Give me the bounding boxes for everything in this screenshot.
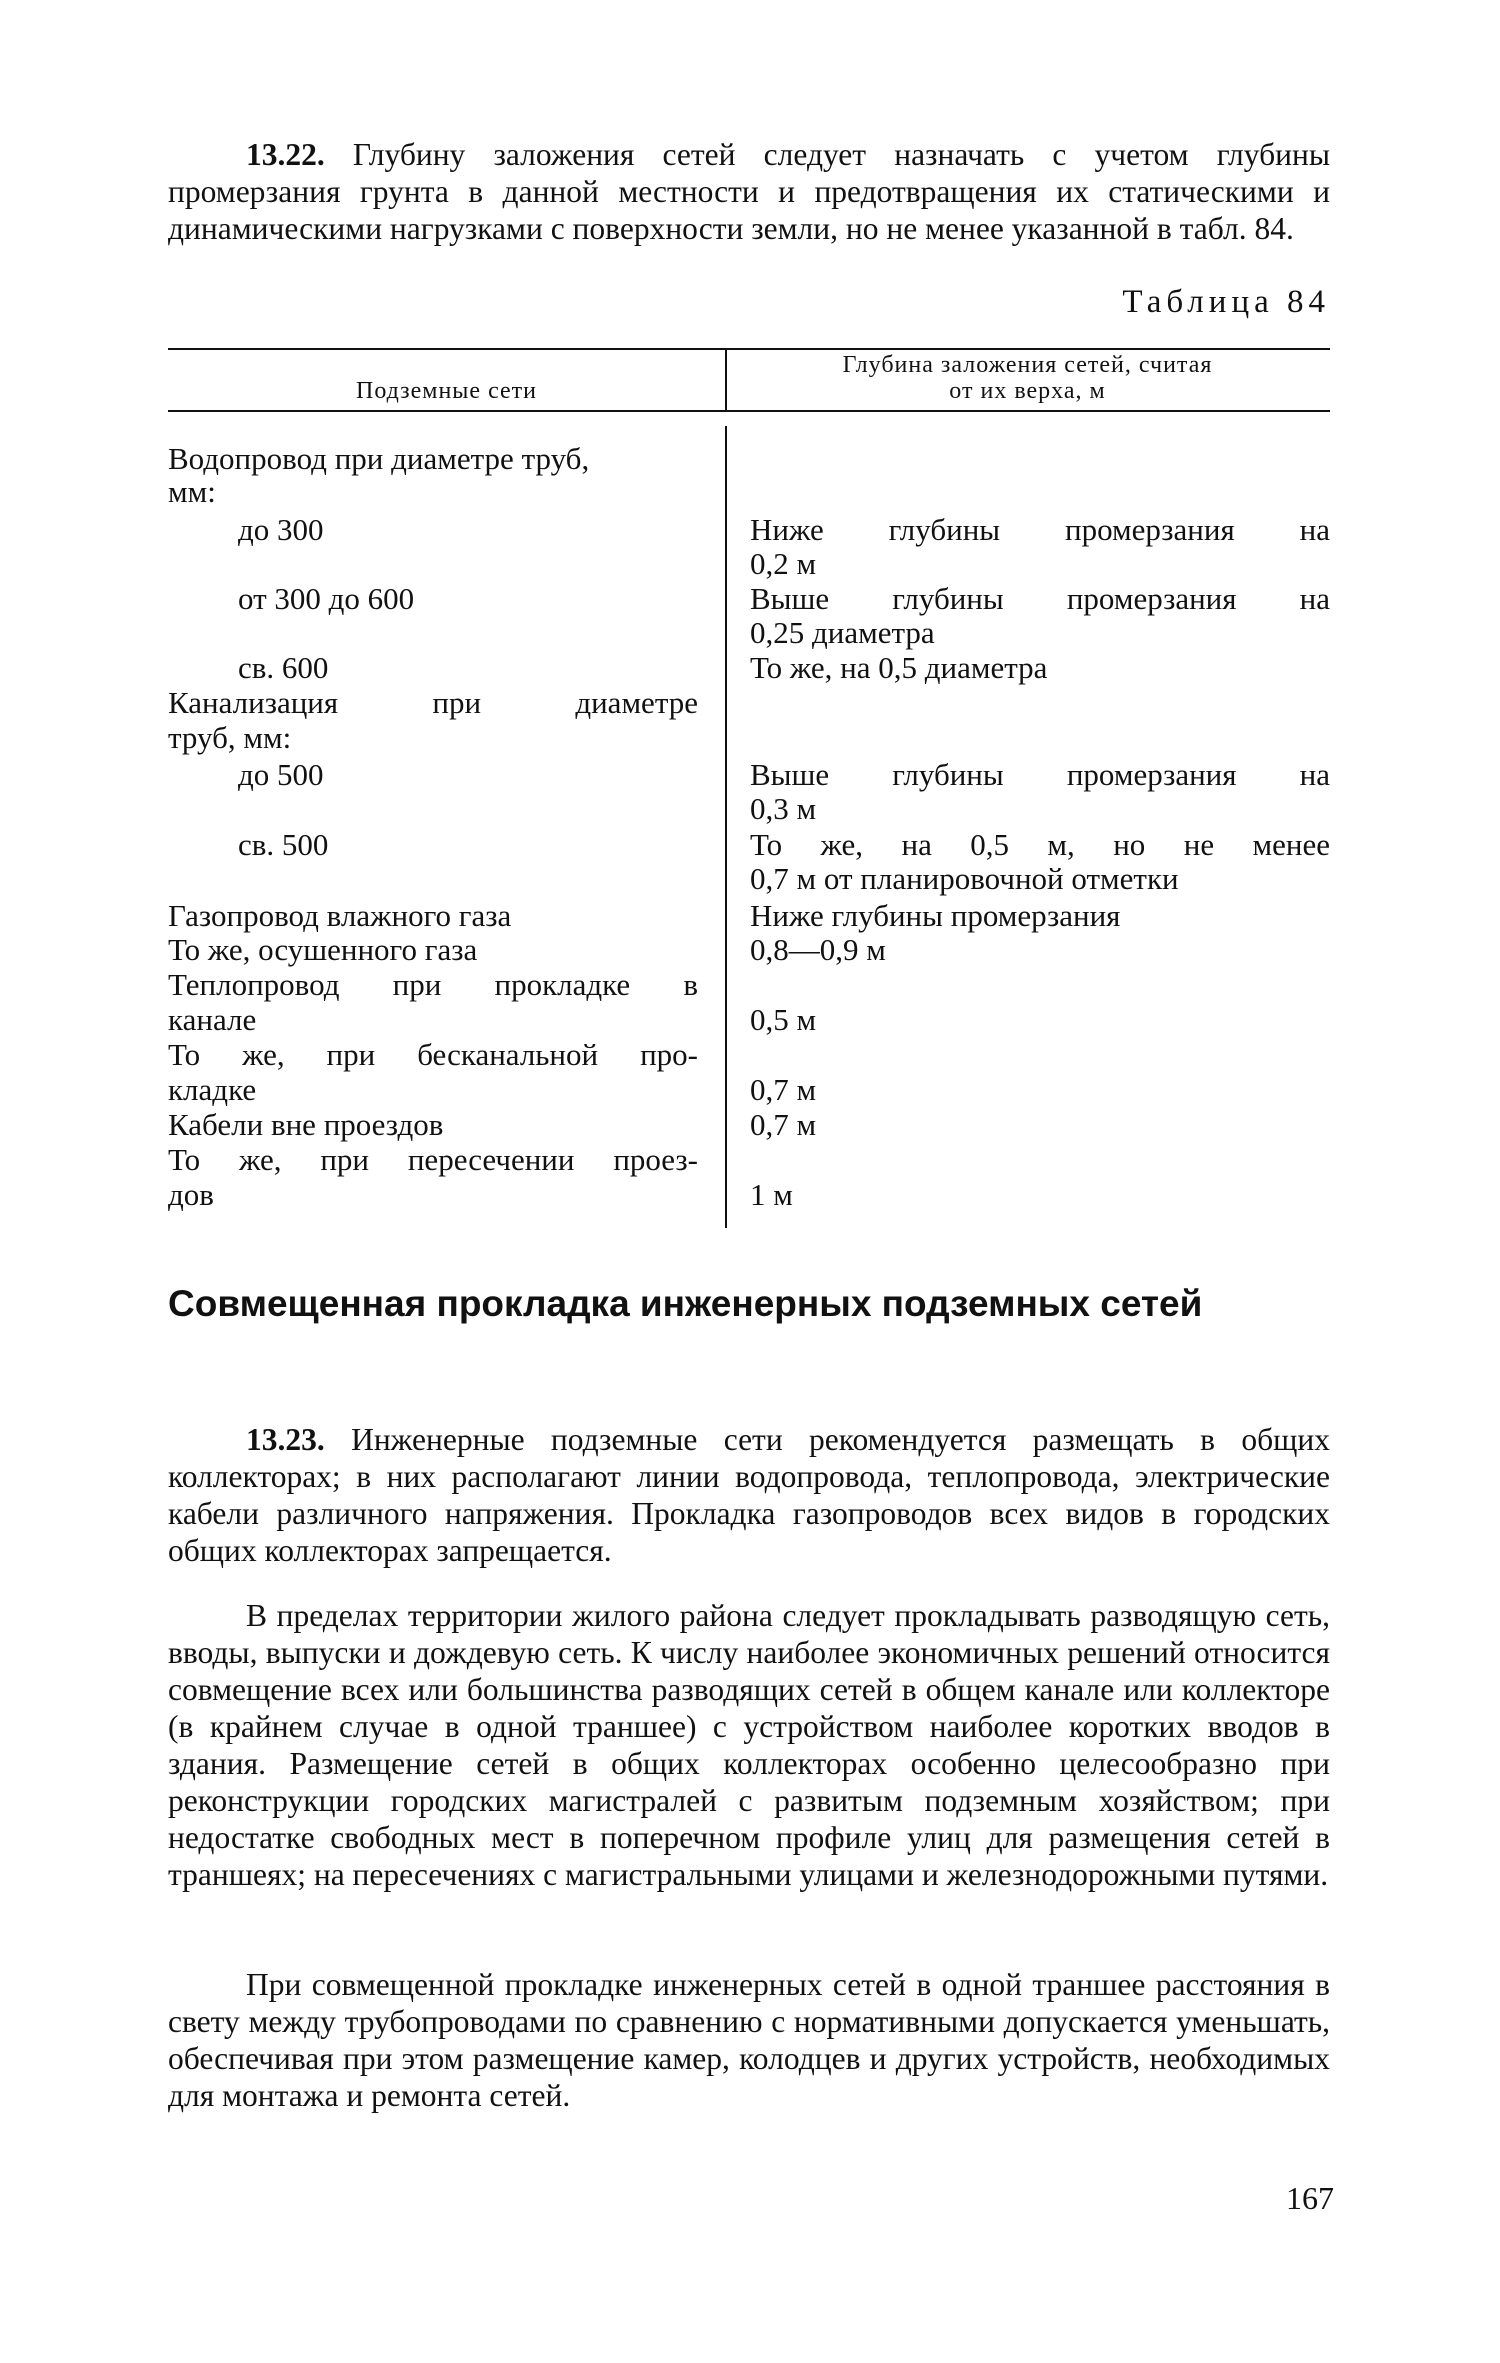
table-cell-right: 0,2 м (750, 546, 817, 581)
table-cell-right: 0,5 м (750, 1002, 817, 1037)
table-cell-left: от 300 до 600 (238, 581, 415, 616)
table-cell-right: 1 м (750, 1177, 793, 1212)
table-cell-left: кладке (168, 1072, 257, 1107)
table-cell-right: 0,7 м (750, 1107, 817, 1142)
table-cell-left: Кабели вне проездов (168, 1107, 444, 1142)
paragraph-13-23 (168, 1421, 1330, 1569)
table-cell-left: дов (168, 1177, 214, 1212)
table-cell-left: св. 500 (238, 827, 329, 862)
column-header-depth-line-1: Глубина заложения сетей, считая (842, 352, 1213, 378)
column-header-networks: Подземные сети (355, 378, 537, 404)
table-cell-right: 0,8—0,9 м (750, 932, 886, 967)
table-cell-right: Ниже глубины промерзания на (750, 512, 1330, 547)
table-cell-left: Газопровод влажного газа (168, 898, 512, 933)
table-cell-right: 0,3 м (750, 791, 817, 826)
table-caption: Таблица 84 (1122, 284, 1330, 320)
table-cell-left: То же, осушенного газа (168, 932, 478, 967)
table-cell-left: канале (168, 1002, 257, 1037)
paragraph-text: Глубину заложения сетей следует назначать с учетом глубины промерзания грунта в данной местности и предотвращения их статическими и динамическими нагрузками с поверхности земли, но не менее указанной в табл. 84. (168, 137, 1330, 246)
table-cell-right: 0,7 м (750, 1072, 817, 1107)
table-column-divider (725, 426, 727, 1228)
section-heading: Совмещенная прокладка инженерных подземных сетей (168, 1283, 1203, 1324)
paragraph-13-22 (168, 136, 1330, 247)
table-cell-right: Выше глубины промерзания на (750, 757, 1330, 792)
table-cell-left: Водопровод при диаметре труб, (168, 441, 590, 476)
table-cell-left: до 500 (238, 757, 324, 792)
table-cell-right: 0,25 диаметра (750, 615, 935, 650)
table-cell-left: Канализация при диаметре (168, 685, 698, 720)
paragraph-residential-networks: В пределах территории жилого района следует прокладывать разводящую сеть, вводы, выпуски и дождевую сеть. К числу наиболее экономичных решений относится совмещение всех или большинства разводящих сетей в общем канале или коллекторе (в крайнем случае в одной траншее) с устройством наиболее коротких вводов в здания. Размещение сетей в общих коллекторах особенно целесообразно при реконструкции городских магистралей с развитым подземным хозяйством; при недостатке свободных мест в поперечном профиле улиц для размещения сетей в траншеях; на пересечениях с магистральными улицами и железнодорожными путями. (168, 1598, 1330, 1892)
paragraph-number: 13.22. (246, 137, 325, 172)
paragraph-number: 13.23. (246, 1422, 325, 1457)
table-cell-left: То же, при пересечении проез- (168, 1142, 698, 1177)
page-number: 167 (1286, 2180, 1334, 2216)
table-cell-right: 0,7 м от планировочной отметки (750, 861, 1179, 896)
column-header-depth-line-2: от их верха, м (949, 378, 1106, 404)
table-cell-left: св. 600 (238, 650, 329, 685)
table-cell-right: Ниже глубины промерзания (750, 898, 1121, 933)
table-cell-left: Теплопровод при прокладке в (168, 967, 698, 1002)
table-cell-right: То же, на 0,5 диаметра (750, 650, 1048, 685)
table-cell-left: до 300 (238, 512, 324, 547)
table-cell-right: Выше глубины промерзания на (750, 581, 1330, 616)
table-cell-left: То же, при бесканальной про- (168, 1037, 698, 1072)
table-cell-right: То же, на 0,5 м, но не менее (750, 827, 1330, 862)
table-top-rule (168, 348, 1330, 350)
table-cell-left: мм: (168, 474, 216, 509)
table-header-rule (168, 410, 1330, 412)
table-cell-left: труб, мм: (168, 720, 292, 755)
paragraph-combined-laying: При совмещенной прокладке инженерных сетей в одной траншее расстояния в свету между трубопроводами по сравнению с нормативными допускается уменьшать, обеспечивая при этом размещение камер, колодцев и других устройств, необходимых для монтажа и ремонта сетей. (168, 1967, 1330, 2113)
table-84 (168, 348, 1330, 1228)
paragraph-text: Инженерные подземные сети рекомендуется размещать в общих коллекторах; в них располагают линии водопровода, теплопровода, электрические кабели различного напряжения. Прокладка газопроводов всех видов в городских общих коллекторах запрещается. (168, 1422, 1330, 1568)
